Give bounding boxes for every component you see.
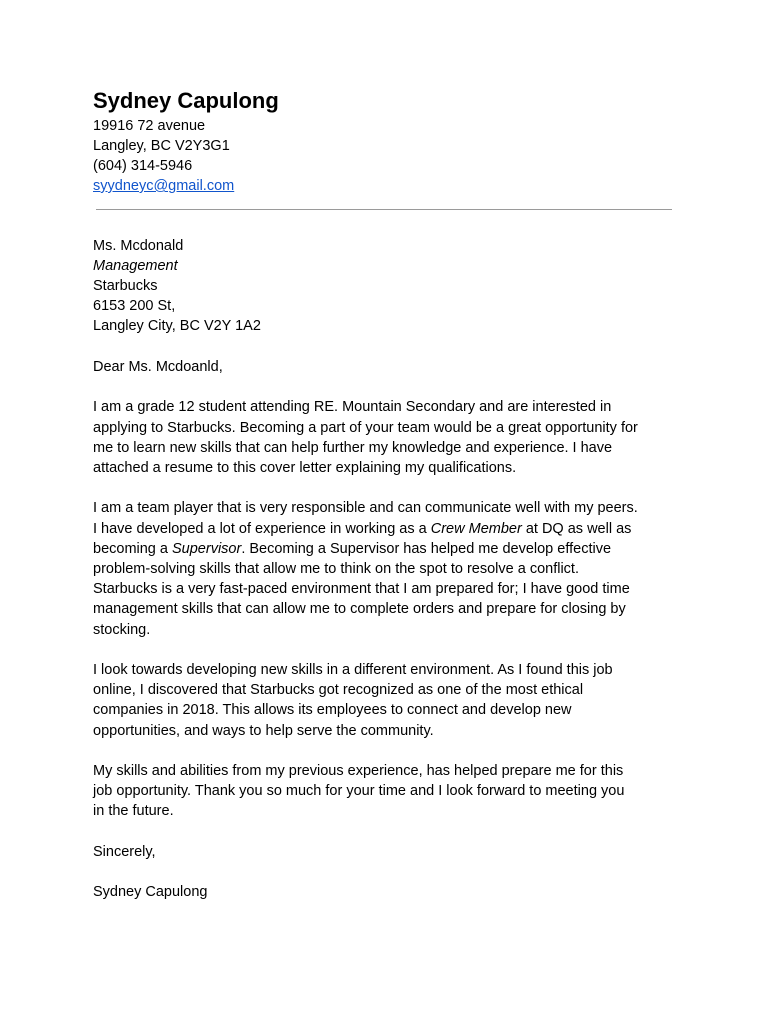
cover-letter-page — [93, 86, 683, 901]
paragraph-line: applying to Starbucks. Becoming a part of your team would be a great opportunity for — [93, 419, 638, 436]
sender-address-line1: 19916 72 avenue — [93, 118, 206, 134]
paragraph-line: I am a grade 12 student attending RE. Mountain Secondary and are interested in — [93, 399, 612, 416]
sender-address-line2: Langley, BC V2Y3G1 — [93, 138, 230, 154]
paragraph-line: job opportunity. Thank you so much for your time and I look forward to meeting you — [93, 783, 625, 800]
paragraph-line: attached a resume to this cover letter explaining my qualifications. — [93, 460, 517, 476]
recipient-block — [93, 236, 261, 336]
sender-name: Sydney Capulong — [93, 88, 279, 113]
paragraph-line: Starbucks is a very fast-paced environment that I am prepared for; I have good time — [93, 581, 630, 598]
recipient-title: Management — [93, 258, 178, 274]
paragraph-line: at DQ as well as — [521, 520, 632, 537]
paragraph-intro — [93, 397, 683, 478]
horizontal-divider — [96, 209, 672, 210]
paragraph-line: stocking. — [93, 621, 151, 638]
sender-block — [93, 86, 683, 196]
paragraph-closing — [93, 761, 683, 822]
recipient-name: Ms. Mcdonald — [93, 238, 184, 254]
role-crew-member: Crew Member — [430, 520, 522, 537]
paragraph-line: My skills and abilities from my previous experience, has helped prepare me for this — [93, 763, 624, 779]
letter-body — [93, 357, 683, 923]
paragraph-line: . Becoming a Supervisor has helped me develop effective — [241, 540, 612, 557]
recipient-street: 6153 200 St, — [93, 298, 176, 314]
paragraph-experience — [93, 498, 683, 639]
closing: Sincerely, — [93, 843, 156, 860]
recipient-company: Starbucks — [93, 278, 158, 294]
paragraph-line: companies in 2018. This allows its employees to connect and develop new — [93, 702, 572, 719]
paragraph-line: problem-solving skills that allow me to think on the spot to resolve a conflict. — [93, 561, 579, 577]
paragraph-line: online, I discovered that Starbucks got recognized as one of the most ethical — [93, 682, 584, 699]
paragraph-motivation — [93, 660, 683, 741]
sender-phone: (604) 314-5946 — [93, 158, 193, 174]
signature: Sydney Capulong — [93, 884, 208, 901]
salutation: Dear Ms. Mcdoanld, — [93, 359, 223, 375]
role-supervisor: Supervisor — [172, 540, 242, 557]
recipient-city: Langley City, BC V2Y 1A2 — [93, 318, 261, 334]
paragraph-line: me to learn new skills that can help further my knowledge and experience. I have — [93, 439, 613, 456]
paragraph-line: in the future. — [93, 803, 174, 820]
paragraph-line: I am a team player that is very responsible and can communicate well with my peers. — [93, 500, 638, 517]
paragraph-line: I look towards developing new skills in a different environment. As I found this job — [93, 662, 613, 678]
sender-email-link[interactable]: syydneyc@gmail.com — [93, 178, 235, 194]
paragraph-line: I have developed a lot of experience in working as a — [93, 520, 431, 537]
paragraph-line: management skills that can allow me to complete orders and prepare for closing by — [93, 601, 626, 618]
paragraph-line: opportunities, and ways to help serve the community. — [93, 722, 434, 739]
paragraph-line: becoming a — [93, 540, 172, 557]
